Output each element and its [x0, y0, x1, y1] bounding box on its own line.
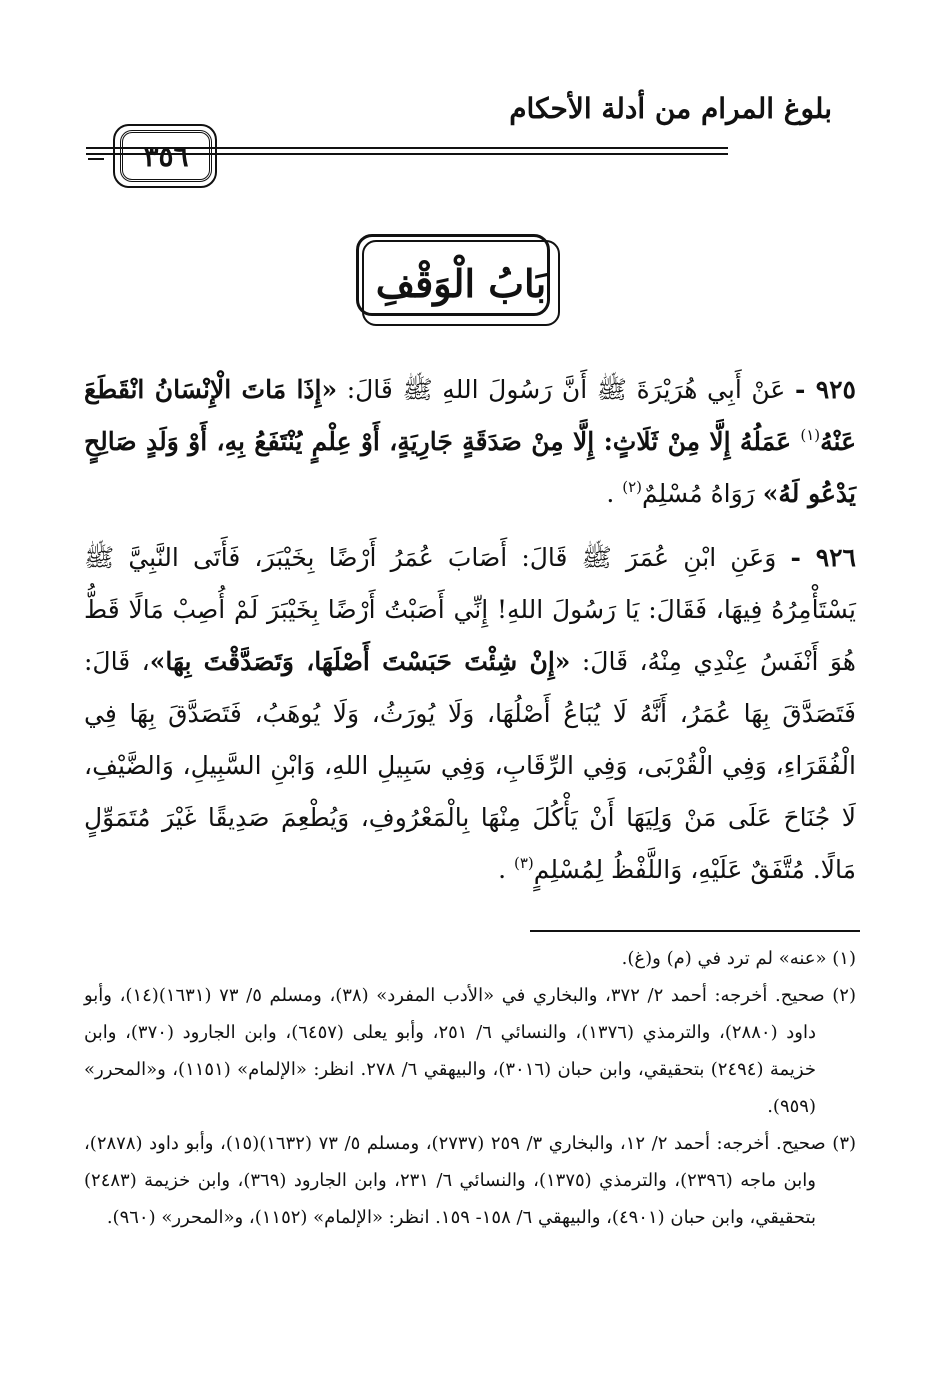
hadith-matn: «إِنْ شِئْتَ حَبَسْتَ أَصْلَهَا، وَتَصَدَّقْتَ بِهَا»: [149, 647, 571, 676]
footnote-3: (٣) صحيح. أخرجه: أحمد ٢/ ١٢، والبخاري ٣/ ٢٥٩ (٢٧٣٧)، ومسلم ٥/ ٧٣ (١٦٣٢)(١٥)، وأبو داود (٢٨٧٨)، وابن ماجه (٢٣٩٦)، والترمذي (١٣٧٥)، والنسائي ٦/ ٢٣١، وابن الجارود (٣٦٩)، وابن خزيمة (٢٤٨٣) بتحقيقي، وابن حبان (٤٩٠١)، والبيهقي ٦/ ١٥٨- ١٥٩. انظر: «الإلمام» (١١٥٢)، و«المحرر» (٩٦٠).: [84, 1133, 857, 1228]
page-number: ٣٥٦: [120, 130, 212, 182]
hadith-number: ٩٢٥ -: [794, 375, 856, 404]
hadith-end: .: [606, 479, 623, 508]
hadith-matn: «إِذَا مَاتَ الْإِنْسَانُ انْقَطَعَ عَنْهُ: [84, 375, 856, 456]
hadith-926: [84, 532, 856, 896]
hadith-matn-continued: عَمَلُهُ إِلَّا مِنْ ثَلَاثٍ: إِلَّا مِنْ صَدَقَةٍ جَارِيَةٍ، أَوْ عِلْمٍ يُنْتَفَعُ بِهِ، أَوْ وَلَدٍ صَالِحٍ يَدْعُو لَهُ»: [84, 427, 856, 508]
hadith-rest: ، قَالَ: فَتَصَدَّقَ بِهَا عُمَرُ، أَنَّهُ لَا يُبَاعُ أَصْلُهَا، وَلَا يُورَثُ، وَلَا يُوهَبُ، فَتَصَدَّقَ بِهَا فِي الْفُقَرَاءِ، وَفِي الْقُرْبَى، وَفِي الرِّقَابِ، وَفِي سَبِيلِ اللهِ، وَابْنِ السَّبِيلِ، وَالضَّيْفِ، لَا جُنَاحَ عَلَى مَنْ وَلِيَهَا أَنْ يَأْكُلَ مِنْهَا بِالْمَعْرُوفِ، وَيُطْعِمَ صَدِيقًا غَيْرَ مُتَمَوِّلٍ مَالًا. مُتَّفَقٌ عَلَيْهِ، وَاللَّفْظُ لِمُسْلِمٍ: [84, 647, 856, 884]
footnote-2: (٢) صحيح. أخرجه: أحمد ٢/ ٣٧٢، والبخاري في «الأدب المفرد» (٣٨)، ومسلم ٥/ ٧٣ (١٦٣١)(١٤)، وأبو داود (٢٨٨٠)، والترمذي (١٣٧٦)، والنسائي ٦/ ٢٥١، وأبو يعلى (٦٤٥٧)، وابن الجارود (٣٧٠)، وابن خزيمة (٢٤٩٤) بتحقيقي، وابن حبان (٣٠١٦)، والبيهقي ٦/ ٢٧٨. انظر: «الإلمام» (١١٥١)، و«المحرر» (٩٥٩).: [84, 985, 856, 1117]
running-title: بلوغ المرام من أدلة الأحكام: [509, 92, 832, 125]
footnotes: [84, 940, 856, 1236]
header-rule-dash: [88, 158, 104, 160]
chapter-title: [362, 240, 560, 326]
footnote-marker: (٢): [622, 478, 643, 496]
footnote-1: (١) «عنه» لم ترد في (م) و(غ).: [621, 948, 856, 969]
header-rule-dash: [88, 147, 104, 149]
chapter-title-text: بَابُ الْوَقْفِ: [375, 260, 547, 306]
hadith-925: [84, 364, 856, 520]
hadith-number: ٩٢٦ -: [790, 543, 856, 572]
hadith-end: .: [498, 855, 514, 884]
footnote-marker: (١): [800, 426, 821, 444]
hadith-source: رَوَاهُ مُسْلِمٌ: [642, 479, 763, 508]
footnote-separator: [530, 930, 860, 932]
hadith-intro: عَنْ أَبِي هُرَيْرَةَ ﷺ أَنَّ رَسُولَ اللهِ ﷺ قَالَ:: [337, 375, 786, 404]
footnote-marker: (٣): [514, 854, 534, 872]
hadith-intro: وَعَنِ ابْنِ عُمَرَ ﷺ قَالَ: أَصَابَ عُمَرُ أَرْضًا بِخَيْبَرَ، فَأَتَى النَّبِيَّ ﷺ يَسْتَأْمِرُهُ فِيهَا، فَقَالَ: يَا رَسُولَ اللهِ! إِنِّي أَصَبْتُ أَرْضًا بِخَيْبَرَ لَمْ أُصِبْ مَالًا قَطُّ هُوَ أَنْفَسُ عِنْدِي مِنْهُ، قَالَ:: [84, 543, 856, 676]
